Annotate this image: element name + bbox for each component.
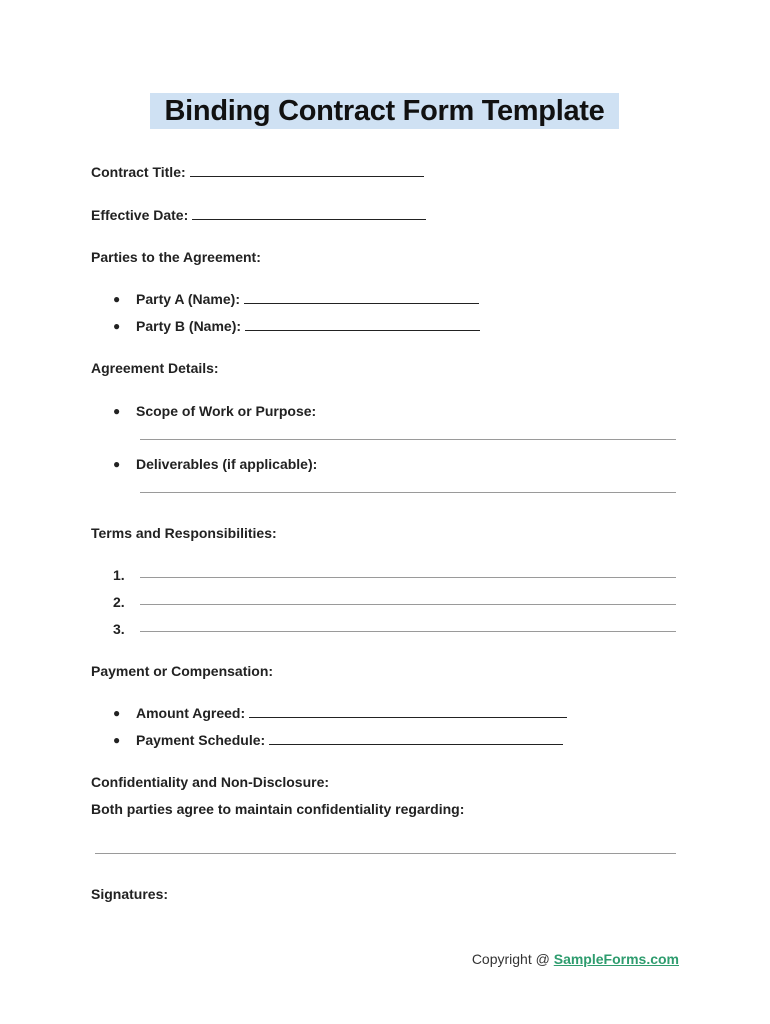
party-b-blank[interactable] <box>245 317 480 331</box>
amount-field <box>136 704 567 722</box>
schedule-field <box>136 731 563 749</box>
term-line[interactable] <box>140 631 676 632</box>
party-a-field <box>136 290 479 308</box>
term-number: 3. <box>113 621 125 637</box>
deliverables-label: Deliverables (if applicable): <box>136 456 318 472</box>
payment-heading: Payment or Compensation: <box>91 663 274 679</box>
contract-title-field <box>91 163 424 181</box>
confidentiality-answer-line[interactable] <box>95 853 676 854</box>
amount-label: Amount Agreed: <box>136 705 246 721</box>
schedule-blank[interactable] <box>269 731 563 745</box>
confidentiality-statement: Both parties agree to maintain confidentiality regarding: <box>91 801 465 817</box>
copyright-text: Copyright @ <box>471 951 554 967</box>
parties-heading: Parties to the Agreement: <box>91 249 261 265</box>
party-b-field <box>136 317 480 335</box>
effective-date-label: Effective Date: <box>91 207 189 223</box>
amount-blank[interactable] <box>249 704 567 718</box>
term-line[interactable] <box>140 577 676 578</box>
contract-title-blank[interactable] <box>190 163 424 177</box>
term-number: 1. <box>113 567 125 583</box>
party-a-blank[interactable] <box>244 290 479 304</box>
schedule-label: Payment Schedule: <box>136 732 266 748</box>
page-title: Binding Contract Form Template <box>150 93 619 129</box>
bullet-icon: ● <box>113 404 121 418</box>
effective-date-blank[interactable] <box>192 206 426 220</box>
deliverables-answer-line[interactable] <box>140 492 676 493</box>
scope-label: Scope of Work or Purpose: <box>136 403 317 419</box>
bullet-icon: ● <box>113 457 121 471</box>
confidentiality-heading: Confidentiality and Non-Disclosure: <box>91 774 330 790</box>
bullet-icon: ● <box>113 733 121 747</box>
term-line[interactable] <box>140 604 676 605</box>
signatures-heading: Signatures: <box>91 886 169 902</box>
bullet-icon: ● <box>113 319 121 333</box>
party-b-label: Party B (Name): <box>136 318 242 334</box>
term-number: 2. <box>113 594 125 610</box>
party-a-label: Party A (Name): <box>136 291 240 307</box>
agreement-heading: Agreement Details: <box>91 360 219 376</box>
sampleforms-link[interactable]: SampleForms.com <box>553 951 679 967</box>
bullet-icon: ● <box>113 292 121 306</box>
footer-copyright <box>472 950 679 968</box>
bullet-icon: ● <box>113 706 121 720</box>
effective-date-field <box>91 206 426 224</box>
terms-heading: Terms and Responsibilities: <box>91 525 277 541</box>
contract-title-label: Contract Title: <box>91 164 186 180</box>
scope-answer-line[interactable] <box>140 439 676 440</box>
